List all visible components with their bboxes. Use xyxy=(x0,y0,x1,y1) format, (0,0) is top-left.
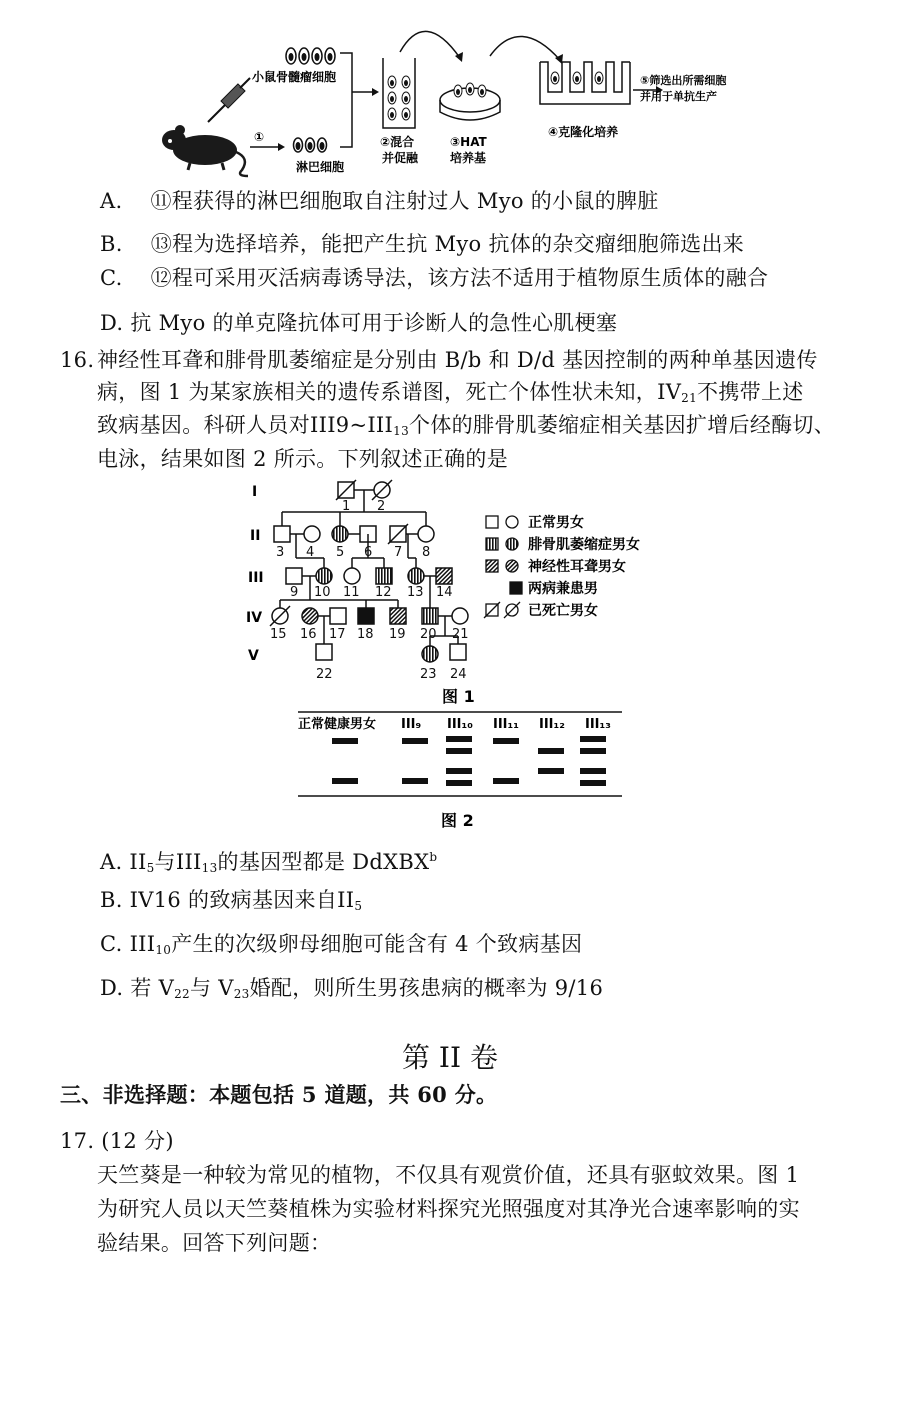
legend-cmt: 腓骨肌萎缩症男女 xyxy=(528,537,640,553)
pedigree-chart xyxy=(240,476,680,708)
q15-option-a: A. ⑪程获得的淋巴细胞取自注射过人 Myo 的小鼠的脾脏 xyxy=(100,189,659,213)
svg-text:16: 16 xyxy=(300,627,317,642)
gel-header-iii12: III₁₂ xyxy=(539,717,565,732)
label-step3b: 培养基 xyxy=(450,151,487,165)
svg-text:7: 7 xyxy=(394,545,403,560)
hat-dish xyxy=(440,83,500,120)
q15-option-d: D. 抗 Myo 的单克隆抗体可用于诊断人的急性心肌梗塞 xyxy=(100,311,618,335)
q16-option-b: B. IV16 的致病基因来自$II_5$ xyxy=(100,888,363,913)
svg-text:3: 3 xyxy=(276,545,285,560)
q16-option-c: C. $III_{10}$产生的次级卵母细胞可能含有 4 个致病基因 xyxy=(100,932,583,957)
q16-line4: 电泳，结果如图 2 所示。下列叙述正确的是 xyxy=(97,447,509,471)
label-step2b: 并促融 xyxy=(382,151,419,165)
svg-text:23: 23 xyxy=(420,667,437,682)
svg-text:6: 6 xyxy=(364,545,373,560)
label-lymph: 淋巴细胞 xyxy=(296,160,345,174)
svg-text:17: 17 xyxy=(329,627,346,642)
label-myeloma: 小鼠骨髓瘤细胞 xyxy=(252,70,337,84)
gel-header-iii10: III₁₀ xyxy=(447,717,473,732)
svg-text:10: 10 xyxy=(314,585,331,600)
svg-text:11: 11 xyxy=(343,585,360,600)
q16-line3: 致病基因。科研人员对$III9\sim III_{13}$个体的腓骨肌萎缩症相关基因扩增后经酶切、 xyxy=(97,413,836,438)
hybridoma-figure xyxy=(150,0,790,180)
legend-dead: 已死亡男女 xyxy=(528,603,598,619)
fusion-tube xyxy=(383,58,415,128)
q17-line3: 验结果。回答下列问题： xyxy=(97,1231,332,1255)
pedigree-legend xyxy=(484,516,522,618)
q15-option-c: C. ⑫程可采用灭活病毒诱导法，该方法不适用于植物原生质体的融合 xyxy=(100,266,769,290)
svg-text:V: V xyxy=(248,648,259,664)
svg-text:22: 22 xyxy=(316,667,333,682)
syringe-icon xyxy=(208,78,250,122)
label-step5a: ⑤筛选出所需细胞 xyxy=(640,74,727,87)
svg-text:II: II xyxy=(250,528,261,544)
legend-normal: 正常男女 xyxy=(528,515,584,531)
svg-text:2: 2 xyxy=(377,499,386,514)
q17-line1: 天竺葵是一种较为常见的植物，不仅具有观赏价值，还具有驱蚊效果。图 1 xyxy=(97,1163,800,1187)
svg-text:20: 20 xyxy=(420,627,437,642)
q16-option-d: D. 若 $V_{22}$与 $V_{23}$婚配，则所生男孩患病的概率为 9/16 xyxy=(100,976,604,1001)
q16-line2: 病，图 1 为某家族相关的遗传系谱图，死亡个体性状未知，$IV_{21}$不携带上述 xyxy=(97,380,804,405)
svg-text:14: 14 xyxy=(436,585,453,600)
gel-header-iii11: III₁₁ xyxy=(493,717,519,732)
svg-text:I: I xyxy=(252,484,258,500)
legend-both: 两病兼患男 xyxy=(528,581,598,597)
svg-text:IV: IV xyxy=(246,610,263,626)
legend-deaf: 神经性耳聋男女 xyxy=(528,559,626,575)
label-step3a: ③HAT xyxy=(450,135,487,149)
svg-text:8: 8 xyxy=(422,545,431,560)
svg-text:9: 9 xyxy=(290,585,299,600)
gel-header-iii9: III₉ xyxy=(401,717,422,732)
svg-text:1: 1 xyxy=(342,499,351,514)
q15-option-b: B. ⑬程为选择培养，能把产生抗 Myo 抗体的杂交瘤细胞筛选出来 xyxy=(100,232,745,256)
svg-text:4: 4 xyxy=(306,545,315,560)
figure1-caption: 图 1 xyxy=(442,687,475,706)
q16-line1: 神经性耳聋和腓骨肌萎缩症是分别由 B/b 和 D/d 基因控制的两种单基因遗传 xyxy=(97,348,818,372)
section-title: 第 II 卷 xyxy=(402,1041,498,1074)
svg-text:12: 12 xyxy=(375,585,392,600)
q17-line2: 为研究人员以天竺葵植株为实验材料探究光照强度对其净光合速率影响的实 xyxy=(97,1197,800,1221)
svg-text:21: 21 xyxy=(452,627,469,642)
generation-labels xyxy=(246,484,264,664)
svg-text:13: 13 xyxy=(407,585,424,600)
label-step2a: ②混合 xyxy=(380,135,415,149)
svg-text:18: 18 xyxy=(357,627,374,642)
section-heading: 三、非选择题：本题包括 5 道题，共 60 分。 xyxy=(60,1082,498,1107)
mouse-icon xyxy=(162,125,248,176)
gel-header-iii13: III₁₃ xyxy=(585,717,611,732)
q16-option-a: A. $II_5$与$III_{13}$的基因型都是 DdXBX$^b$ xyxy=(100,850,438,875)
label-step5b: 并用于单抗生产 xyxy=(640,90,717,103)
gel-bands xyxy=(332,736,606,786)
myeloma-cells xyxy=(286,48,335,64)
gel-electrophoresis xyxy=(290,708,630,833)
gel-header-normal: 正常健康男女 xyxy=(298,717,377,732)
svg-text:19: 19 xyxy=(389,627,406,642)
q16-number: 16. xyxy=(60,348,95,372)
clone-wells xyxy=(540,62,630,104)
q17-header: 17. (12 分) xyxy=(60,1129,174,1153)
svg-text:5: 5 xyxy=(336,545,345,560)
svg-text:III: III xyxy=(248,570,264,586)
label-step4: ④克隆化培养 xyxy=(548,125,619,139)
svg-text:24: 24 xyxy=(450,667,467,682)
svg-text:15: 15 xyxy=(270,627,287,642)
label-step1: ① xyxy=(254,130,265,144)
lymph-cells xyxy=(294,138,327,152)
figure2-caption: 图 2 xyxy=(441,811,474,830)
